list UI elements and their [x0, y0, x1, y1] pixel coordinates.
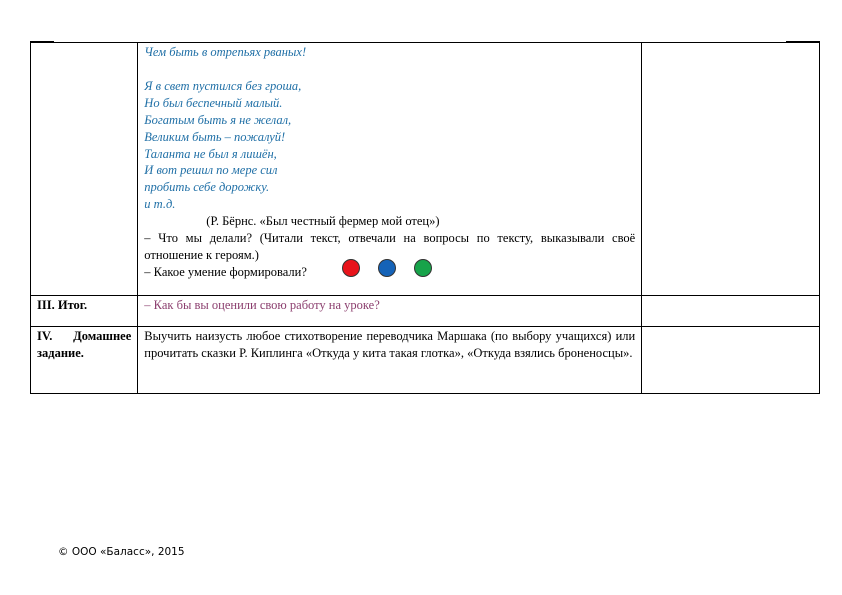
poem-line: пробить себе дорожку.: [144, 180, 270, 195]
poem-line: Таланта не был я лишён,: [144, 146, 277, 161]
content-cell: [138, 43, 642, 296]
question-skill: – Какое умение формировали?: [144, 264, 307, 279]
question-skill-line: [144, 264, 635, 281]
question-what-did: – Что мы делали? (Читали текст, отвечали на вопросы по тексту, выказывали своё отношение к героям.): [144, 231, 636, 262]
table-row: [31, 43, 820, 296]
poem-line: Чем быть в отрепьях рваных!: [144, 45, 307, 59]
stage-cell: [31, 43, 138, 296]
table-row: [31, 327, 820, 394]
table-row: [31, 296, 820, 327]
poem-line: и т.д.: [144, 197, 176, 212]
blue-circle-icon: [378, 259, 396, 277]
stage-label-homework: IV. Домашнее: [37, 329, 132, 343]
notes-cell: [642, 296, 820, 327]
poem: [144, 44, 635, 213]
content-cell: [138, 296, 642, 327]
summary-question: – Как бы вы оценили свою работу на уроке?: [144, 298, 380, 312]
green-circle-icon: [414, 259, 432, 277]
red-circle-icon: [342, 259, 360, 277]
poem-line: Но был беспечный малый.: [144, 95, 283, 110]
poem-line: Богатым быть я не желал,: [144, 112, 292, 127]
copyright-footer: © ООО «Баласс», 2015: [58, 546, 185, 558]
content-cell: [138, 327, 642, 394]
stage-cell: [31, 296, 138, 327]
stage-label-summary: III. Итог.: [37, 298, 88, 312]
citation: (Р. Бёрнс. «Был честный фермер мой отец»): [206, 214, 440, 229]
stage-cell: [31, 327, 138, 394]
poem-line: Великим быть – пожалуй!: [144, 129, 286, 144]
poem-line: Я в свет пустился без гроша,: [144, 78, 302, 93]
lesson-plan-table: [30, 42, 820, 394]
notes-cell: [642, 43, 820, 296]
stage-label-homework-cont: задание.: [37, 345, 84, 360]
homework-text: Выучить наизусть любое стихотворение переводчика Маршака (по выбору учащихся) или прочитать сказки Р. Киплинга «Откуда у кита такая глотка», «Откуда взялись броненосцы».: [144, 329, 636, 360]
notes-cell: [642, 327, 820, 394]
poem-line: И вот решил по мере сил: [144, 163, 278, 178]
